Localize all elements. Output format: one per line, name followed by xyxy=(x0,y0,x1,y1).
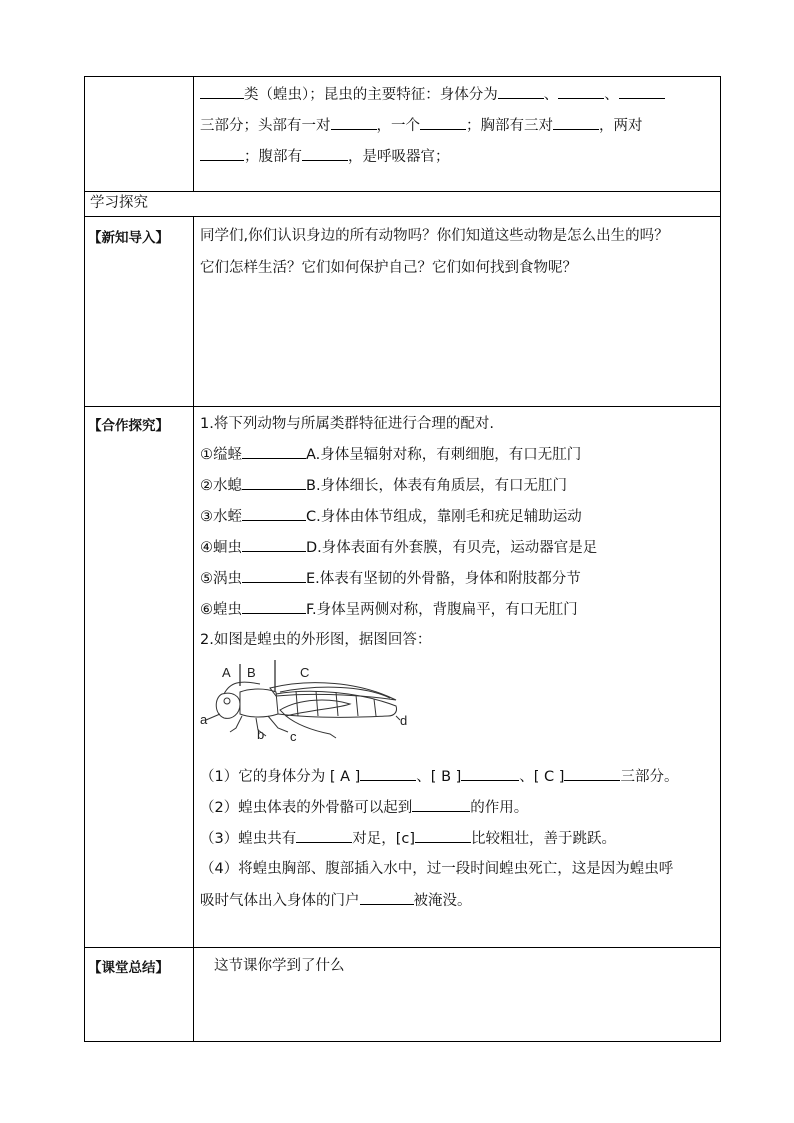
xinzhi-line-2: 它们怎样生活？它们如何保护自己？它们如何找到食物呢？ xyxy=(200,260,577,276)
pair-row xyxy=(200,599,578,620)
sub-text: （3）蝗虫共有 xyxy=(200,831,297,847)
figure-label-a: a xyxy=(200,712,208,727)
pair-feature: A.身体呈辐射对称，有刺细胞，有口无肛门 xyxy=(306,447,582,463)
separator: 、 xyxy=(604,87,619,103)
blank xyxy=(498,84,544,99)
hezuo-header: 【合作探究】 xyxy=(88,418,169,434)
sub-text: 、[ C ] xyxy=(519,769,565,785)
pair-feature: F.身体呈两侧对称，背腹扁平，有口无肛门 xyxy=(306,602,578,618)
separator: 、 xyxy=(543,87,559,103)
figure-label-b: b xyxy=(257,727,265,742)
sub-question-3 xyxy=(200,828,616,849)
pair-row xyxy=(200,506,582,527)
xinzhi-header: 【新知导入】 xyxy=(88,230,169,246)
blank xyxy=(360,890,414,905)
prior-text: 类（蝗虫）；昆虫的主要特征：身体分为 xyxy=(244,87,498,103)
row-divider-4 xyxy=(84,947,721,948)
blank xyxy=(553,115,599,130)
table-border-top xyxy=(84,76,721,77)
pair-row xyxy=(200,537,597,558)
blank xyxy=(200,146,244,161)
column-divider-main xyxy=(193,216,194,1042)
sub-question-4-line-2 xyxy=(200,890,472,911)
blank xyxy=(564,766,620,781)
pair-feature: E.体表有坚韧的外骨骼，身体和附肢都分节 xyxy=(306,571,581,587)
sub-question-1 xyxy=(200,766,678,787)
blank xyxy=(242,537,306,552)
sub-text: 吸时气体出入身体的门户 xyxy=(200,893,360,909)
prior-text: ，两对 xyxy=(599,118,643,134)
pair-animal: ②水螅 xyxy=(200,478,242,494)
sub-text: 比较粗壮，善于跳跃。 xyxy=(471,831,617,847)
summary-header: 【课堂总结】 xyxy=(88,960,169,976)
blank xyxy=(242,599,306,614)
question-1: 1.将下列动物与所属类群特征进行合理的配对. xyxy=(200,416,494,432)
row-divider-1 xyxy=(84,191,721,192)
figure-label-c: c xyxy=(290,729,297,744)
xinzhi-line-1: 同学们,你们认识身边的所有动物吗？你们知道这些动物是怎么出生的吗？ xyxy=(200,228,669,244)
prior-text: ；腹部有 xyxy=(244,149,302,165)
blank xyxy=(558,84,604,99)
section-title: 学习探究 xyxy=(90,195,148,211)
sub-question-2 xyxy=(200,797,528,818)
pair-animal: ①缢蛏 xyxy=(200,447,242,463)
blank xyxy=(360,766,416,781)
table-border-left xyxy=(84,76,85,1042)
blank xyxy=(296,828,352,843)
table-border-right xyxy=(720,76,721,1042)
blank xyxy=(331,115,377,130)
row-divider-2 xyxy=(84,216,721,217)
pair-animal: ④蛔虫 xyxy=(200,540,242,556)
blank xyxy=(461,766,519,781)
blank xyxy=(420,115,466,130)
prior-line-1 xyxy=(200,84,665,105)
table-border-bottom xyxy=(84,1041,721,1042)
row-divider-3 xyxy=(84,406,721,407)
figure-label-B: B xyxy=(247,665,256,680)
sub-question-4-line-1: （4）将蝗虫胸部、腹部插入水中，过一段时间蝗虫死亡，这是因为蝗虫呼 xyxy=(200,861,674,877)
blank xyxy=(619,84,665,99)
blank xyxy=(242,475,306,490)
pair-row xyxy=(200,444,581,465)
sub-text: （2）蝗虫体表的外骨骼可以起到 xyxy=(200,800,413,816)
grasshopper-figure xyxy=(200,658,420,746)
blank xyxy=(415,828,471,843)
blank xyxy=(242,444,306,459)
prior-text: ，是呼吸器官； xyxy=(348,149,450,165)
prior-line-2 xyxy=(200,115,643,136)
blank xyxy=(242,568,306,583)
sub-text: 被淹没。 xyxy=(413,893,472,909)
sub-text: 的作用。 xyxy=(470,800,529,816)
sub-text: 三部分。 xyxy=(620,769,679,785)
pair-animal: ③水蛭 xyxy=(200,509,242,525)
blank xyxy=(302,146,348,161)
prior-text: ；胸部有三对 xyxy=(466,118,553,134)
column-divider-top xyxy=(193,76,194,192)
figure-label-C: C xyxy=(300,665,310,680)
figure-label-d: d xyxy=(400,713,408,728)
pair-feature: B.身体细长，体表有角质层，有口无肛门 xyxy=(306,478,568,494)
figure-label-A: A xyxy=(222,665,231,680)
pair-animal: ⑤涡虫 xyxy=(200,571,242,587)
summary-text: 这节课你学到了什么 xyxy=(214,958,345,974)
question-2: 2.如图是蝗虫的外形图，据图回答： xyxy=(200,632,432,648)
prior-text: 三部分；头部有一对 xyxy=(200,118,331,134)
blank xyxy=(200,84,244,99)
pair-feature: C.身体由体节组成，靠刚毛和疣足辅助运动 xyxy=(306,509,582,525)
pair-row xyxy=(200,475,567,496)
sub-text: 对足，[c] xyxy=(352,831,416,847)
sub-text: （1）它的身体分为 [ A ] xyxy=(200,769,361,785)
pair-feature: D.身体表面有外套膜，有贝壳，运动器官是足 xyxy=(306,540,598,556)
pair-row xyxy=(200,568,581,589)
blank xyxy=(412,797,470,812)
blank xyxy=(242,506,306,521)
prior-text: ，一个 xyxy=(376,118,420,134)
grasshopper-body xyxy=(206,682,400,738)
pair-animal: ⑥蝗虫 xyxy=(200,602,242,618)
prior-line-3 xyxy=(200,146,450,167)
sub-text: 、[ B ] xyxy=(416,769,462,785)
